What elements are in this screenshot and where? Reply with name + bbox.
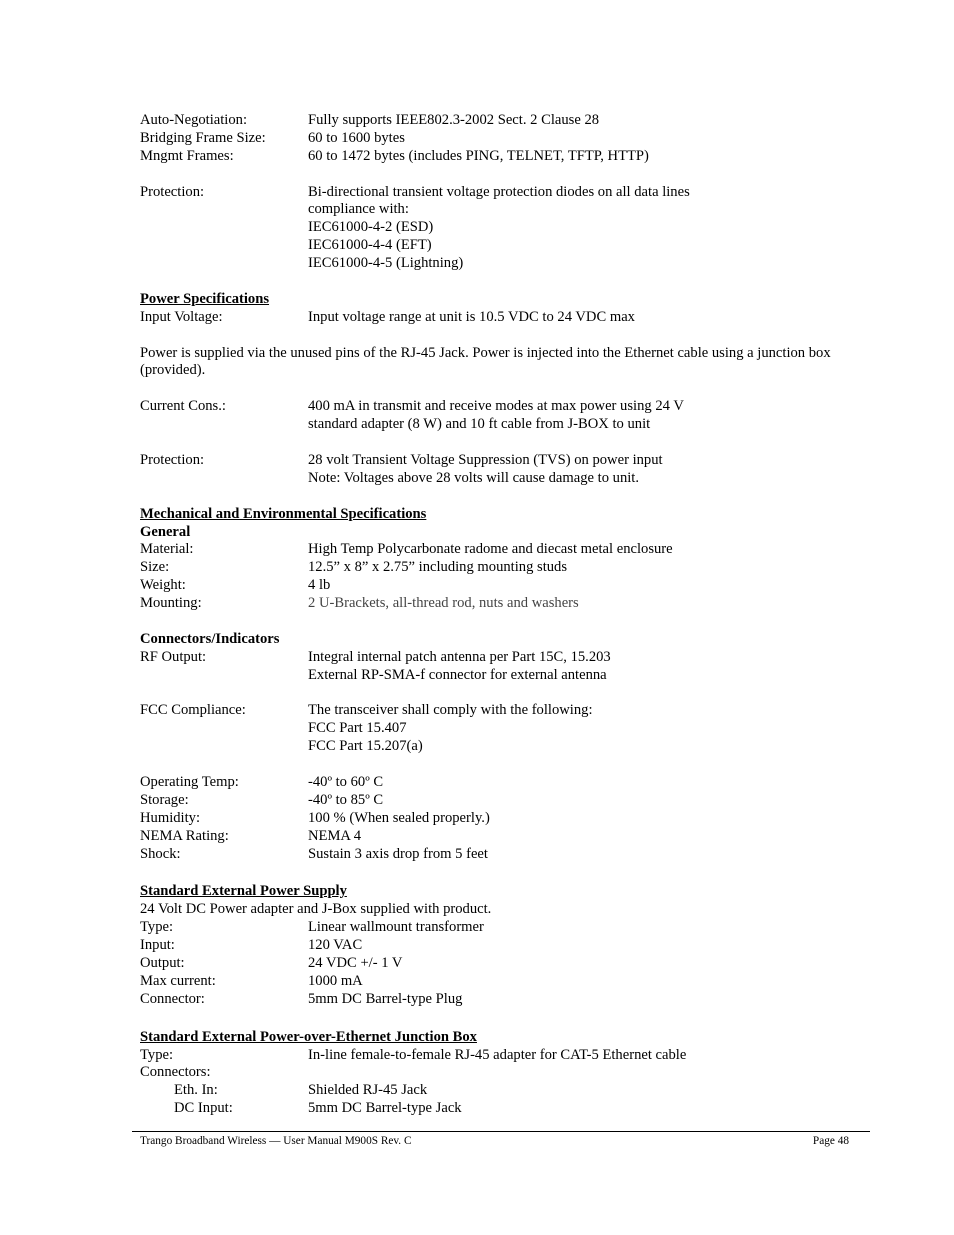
spec-value: 5mm DC Barrel-type Jack (308, 1100, 462, 1117)
junction-box-heading: Standard External Power-over-Ethernet Junction Box (140, 1028, 477, 1045)
connectors-subheading: Connectors/Indicators (140, 630, 280, 647)
spec-label: FCC Compliance: (140, 702, 246, 719)
spec-value: 2 U-Brackets, all-thread rod, nuts and washers (308, 595, 579, 612)
spec-label: RF Output: (140, 648, 207, 665)
spec-label: Size: (140, 559, 170, 576)
spec-value: High Temp Polycarbonate radome and diecast metal enclosure (308, 541, 673, 558)
spec-label: Weight: (140, 577, 186, 594)
spec-row-supply-output (140, 955, 890, 973)
page-number: Page 48 (812, 1135, 849, 1147)
spec-row-size (140, 559, 890, 577)
spec-label: Storage: (140, 791, 189, 808)
footer-divider (132, 1131, 870, 1132)
spec-label: Max current: (140, 972, 216, 989)
spec-value: compliance with: (308, 201, 409, 218)
spec-value: 120 VAC (308, 937, 363, 954)
spec-label: Shock: (140, 845, 181, 862)
spec-row-supply-connector (140, 991, 890, 1009)
spec-value: Bi-directional transient voltage protection diodes on all data lines (308, 183, 690, 200)
spec-label: Protection: (140, 183, 205, 200)
spec-value: Integral internal patch antenna per Part 15C, 15.203 (308, 648, 611, 665)
spec-value: 60 to 1600 bytes (308, 129, 405, 146)
spec-label: NEMA Rating: (140, 827, 229, 844)
spec-row-fcc-compliance (140, 702, 890, 720)
spec-label: Type: (140, 919, 174, 936)
spec-label: Current Cons.: (140, 398, 226, 415)
spec-value: External RP-SMA-f connector for external antenna (308, 666, 607, 683)
spec-value: standard adapter (8 W) and 10 ft cable from J-BOX to unit (308, 416, 651, 433)
spec-value: The transceiver shall comply with the following: (308, 702, 593, 719)
spec-row-power-protection (140, 452, 890, 470)
spec-value: FCC Part 15.207(a) (308, 738, 423, 755)
spec-row-mngmt-frames (140, 148, 890, 166)
spec-label: Mounting: (140, 595, 202, 612)
spec-row-dc-input (140, 1100, 890, 1118)
spec-value: Linear wallmount transformer (308, 919, 484, 936)
spec-value: -40º to 60º C (308, 773, 384, 790)
spec-value: 100 % (When sealed properly.) (308, 809, 490, 826)
spec-value: 28 volt Transient Voltage Suppression (TVS) on power input (308, 451, 663, 468)
general-subheading: General (140, 523, 191, 540)
spec-label: Eth. In: (174, 1082, 218, 1099)
spec-row-operating-temp (140, 774, 890, 792)
power-supply-heading: Standard External Power Supply (140, 883, 347, 900)
spec-row-eth-in (140, 1082, 890, 1100)
spec-label: Connector: (140, 990, 205, 1007)
spec-value: 5mm DC Barrel-type Plug (308, 990, 463, 1007)
spec-row-current-cons (140, 398, 890, 416)
spec-value: 1000 mA (308, 972, 363, 989)
power-supply-intro: 24 Volt DC Power adapter and J-Box supplied with product. (140, 901, 492, 918)
spec-value: FCC Part 15.407 (308, 720, 407, 737)
spec-value: 24 VDC +/- 1 V (308, 955, 403, 971)
spec-label: Operating Temp: (140, 773, 239, 790)
power-specifications-heading: Power Specifications (140, 290, 270, 307)
spec-value: 12.5” x 8” x 2.75” including mounting studs (308, 559, 568, 576)
spec-row-nema-rating (140, 828, 890, 846)
spec-label: Protection: (140, 451, 205, 468)
spec-value: NEMA 4 (308, 827, 362, 844)
spec-label: Bridging Frame Size: (140, 129, 266, 146)
page-footer (140, 1134, 849, 1148)
spec-label: Auto-Negotiation: (140, 112, 248, 128)
spec-label: Material: (140, 541, 194, 558)
spec-row-auto-negotiation (140, 112, 890, 130)
spec-value: -40º to 85º C (308, 791, 384, 808)
spec-value: IEC61000-4-2 (ESD) (308, 219, 434, 236)
spec-row-material (140, 541, 890, 559)
spec-row-supply-type (140, 919, 890, 937)
mechanical-heading: Mechanical and Environmental Specifications (140, 505, 427, 522)
spec-row-input-voltage (140, 309, 890, 327)
spec-row-rf-output (140, 649, 890, 667)
spec-value: In-line female-to-female RJ-45 adapter for CAT-5 Ethernet cable (308, 1046, 687, 1063)
spec-value: Sustain 3 axis drop from 5 feet (308, 845, 488, 862)
spec-label: DC Input: (174, 1100, 233, 1117)
spec-label: Type: (140, 1046, 174, 1063)
spec-label: Output: (140, 955, 185, 971)
spec-value: Input voltage range at unit is 10.5 VDC to 24 VDC max (308, 308, 635, 325)
spec-row-storage (140, 792, 890, 810)
spec-value: IEC61000-4-5 (Lightning) (308, 255, 464, 272)
spec-value: IEC61000-4-4 (EFT) (308, 237, 432, 254)
page-content (140, 112, 890, 1118)
spec-label: Input Voltage: (140, 308, 223, 325)
power-paragraph: Power is supplied via the unused pins of the RJ-45 Jack. Power is injected into the Ethernet cable using a junction box (provided). (140, 344, 831, 379)
spec-row-weight (140, 577, 890, 595)
spec-row-supply-max-current (140, 973, 890, 991)
spec-label: Mngmt Frames: (140, 147, 234, 164)
spec-value: 400 mA in transmit and receive modes at max power using 24 V (308, 398, 684, 415)
spec-value: Fully supports IEEE802.3-2002 Sect. 2 Clause 28 (308, 112, 600, 128)
junction-connectors-label: Connectors: (140, 1064, 211, 1081)
spec-value: 60 to 1472 bytes (includes PING, TELNET, TFTP, HTTP) (308, 147, 649, 164)
spec-value: Shielded RJ-45 Jack (308, 1082, 428, 1099)
spec-label: Input: (140, 937, 175, 954)
spec-row-mounting (140, 595, 890, 613)
spec-row-protection (140, 184, 890, 202)
spec-row-shock (140, 846, 890, 864)
spec-row-humidity (140, 810, 890, 828)
spec-value: 4 lb (308, 577, 331, 594)
spec-label: Humidity: (140, 809, 200, 826)
spec-value: Note: Voltages above 28 volts will cause damage to unit. (308, 469, 640, 486)
spec-row-supply-input (140, 937, 890, 955)
spec-row-bridging-frame-size (140, 130, 890, 148)
footer-title: Trango Broadband Wireless — User Manual M900S Rev. C (140, 1135, 412, 1147)
spec-row-junction-type (140, 1047, 890, 1065)
